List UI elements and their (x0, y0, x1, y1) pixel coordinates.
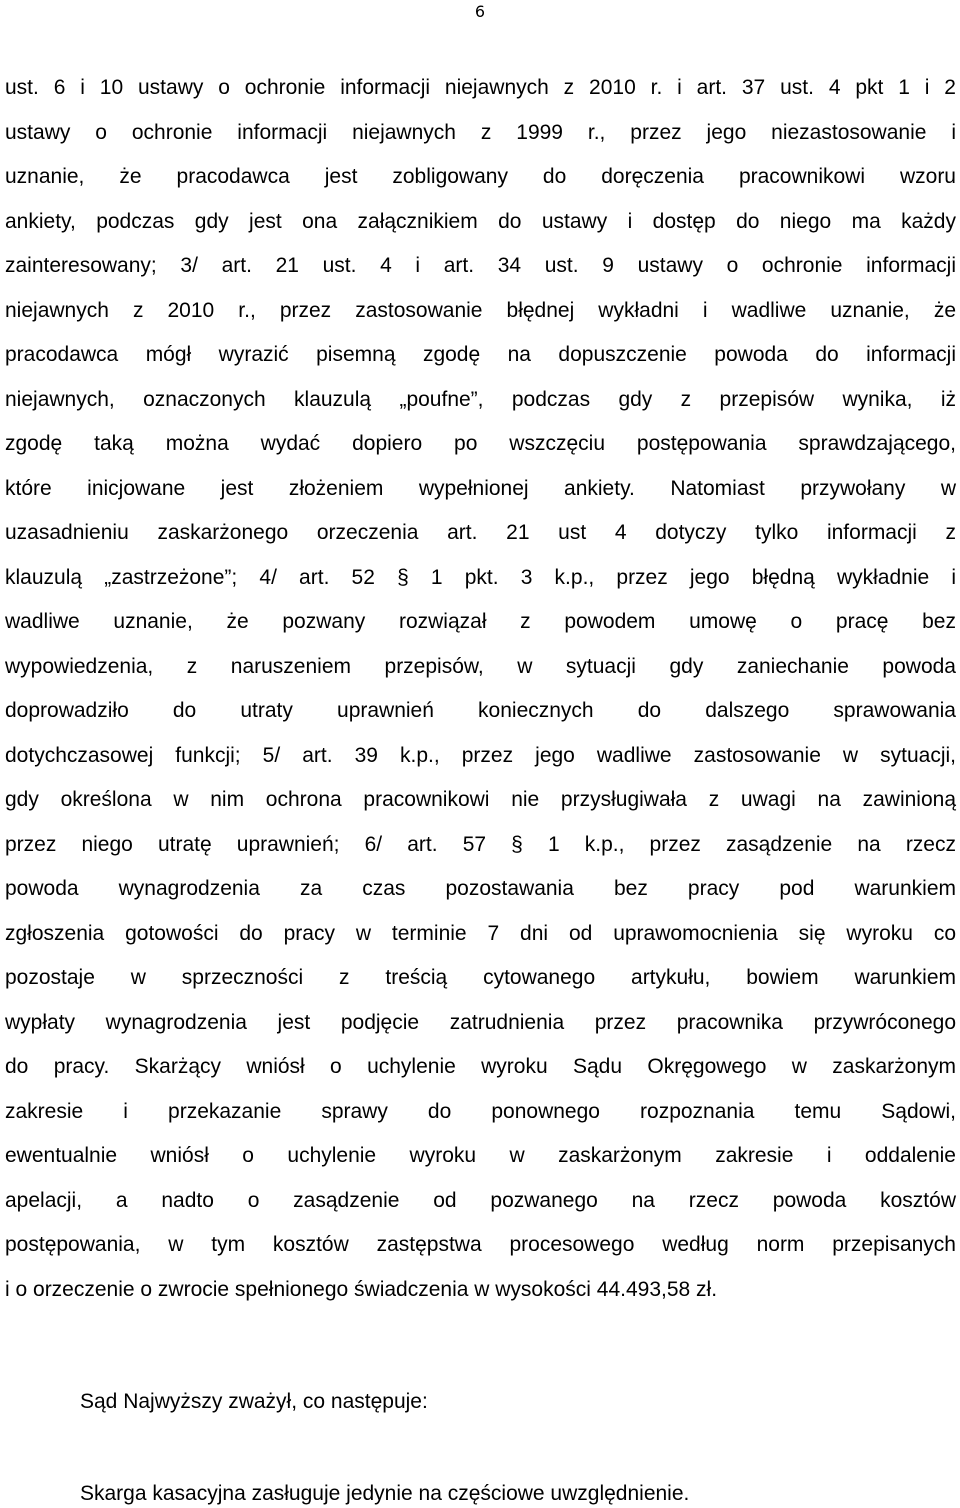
text-line: doprowadziło do utraty uprawnień koniecznych do dalszego sprawowania (5, 699, 956, 722)
body-paragraph (5, 66, 956, 1312)
text-line: powoda wynagrodzenia za czas pozostawania bez pracy pod warunkiem (5, 877, 956, 900)
text-line: niejawnych, oznaczonych klauzulą „poufne”, podczas gdy z przepisów wynika, iż (5, 387, 956, 411)
ruling-summary: Skarga kasacyjna zasługuje jedynie na częściowe uwzględnienie. (80, 1482, 690, 1505)
text-line: zgodę taką można wydać dopiero po wszczęciu postępowania sprawdzającego, (5, 432, 956, 455)
text-line: pracodawca mógł wyrazić pisemną zgodę na dopuszczenie powoda do informacji (5, 343, 956, 366)
text-line: do pracy. Skarżący wniósł o uchylenie wyroku Sądu Okręgowego w zaskarżonym (5, 1055, 956, 1078)
text-line: wypłaty wynagrodzenia jest podjęcie zatrudnienia przez pracownika przywróconego (5, 1010, 956, 1034)
text-line: i o orzeczenie o zwrocie spełnionego świadczenia w wysokości 44.493,58 zł. (5, 1277, 718, 1301)
text-line: zainteresowany; 3/ art. 21 ust. 4 i art. 34 ust. 9 ustawy o ochronie informacji (5, 254, 956, 277)
text-line: wypowiedzenia, z naruszeniem przepisów, w sytuacji gdy zaniechanie powoda (5, 654, 956, 678)
text-line: pozostaje w sprzeczności z treścią cytowanego artykułu, bowiem warunkiem (5, 966, 956, 989)
text-line: ust. 6 i 10 ustawy o ochronie informacji niejawnych z 2010 r. i art. 37 ust. 4 pkt 1 i 2 (5, 76, 956, 99)
text-line: które inicjowane jest złożeniem wypełnionej ankiety. Natomiast przywołany w (5, 476, 956, 500)
text-line: ewentualnie wniósł o uchylenie wyroku w zaskarżonym zakresie i oddalenie (5, 1144, 956, 1167)
text-line: niejawnych z 2010 r., przez zastosowanie błędnej wykładni i wadliwe uznanie, że (5, 298, 956, 322)
text-line: uzasadnieniu zaskarżonego orzeczenia art. 21 ust 4 dotyczy tylko informacji z (5, 521, 956, 544)
text-line: zakresie i przekazanie sprawy do ponownego rozpoznania temu Sądowi, (5, 1099, 956, 1123)
text-line: postępowania, w tym kosztów zastępstwa procesowego według norm przepisanych (5, 1233, 956, 1256)
text-line: ankiety, podczas gdy jest ona załącznikiem do ustawy i dostęp do niego ma każdy (5, 209, 956, 233)
text-line: przez niego utratę uprawnień; 6/ art. 57 § 1 k.p., przez zasądzenie na rzecz (5, 832, 956, 856)
text-line: gdy określona w nim ochrona pracownikowi nie przysługiwała z uwagi na zawinioną (5, 788, 956, 811)
text-line: uznanie, że pracodawca jest zobligowany do doręczenia pracownikowi wzoru (5, 165, 956, 188)
text-line: klauzulą „zastrzeżone”; 4/ art. 52 § 1 pkt. 3 k.p., przez jego błędną wykładnie i (5, 565, 956, 589)
court-considerations-heading: Sąd Najwyższy zważył, co następuje: (80, 1390, 428, 1413)
text-line: dotychczasowej funkcji; 5/ art. 39 k.p., przez jego wadliwe zastosowanie w sytuacji, (5, 743, 956, 767)
text-line: zgłoszenia gotowości do pracy w terminie 7 dni od uprawomocnienia się wyroku co (5, 921, 956, 945)
text-line: ustawy o ochronie informacji niejawnych z 1999 r., przez jego niezastosowanie i (5, 120, 956, 144)
page-number: 6 (474, 2, 486, 21)
text-line: apelacji, a nadto o zasądzenie od pozwanego na rzecz powoda kosztów (5, 1188, 956, 1212)
text-line: wadliwe uznanie, że pozwany rozwiązał z powodem umowę o pracę bez (5, 610, 956, 633)
